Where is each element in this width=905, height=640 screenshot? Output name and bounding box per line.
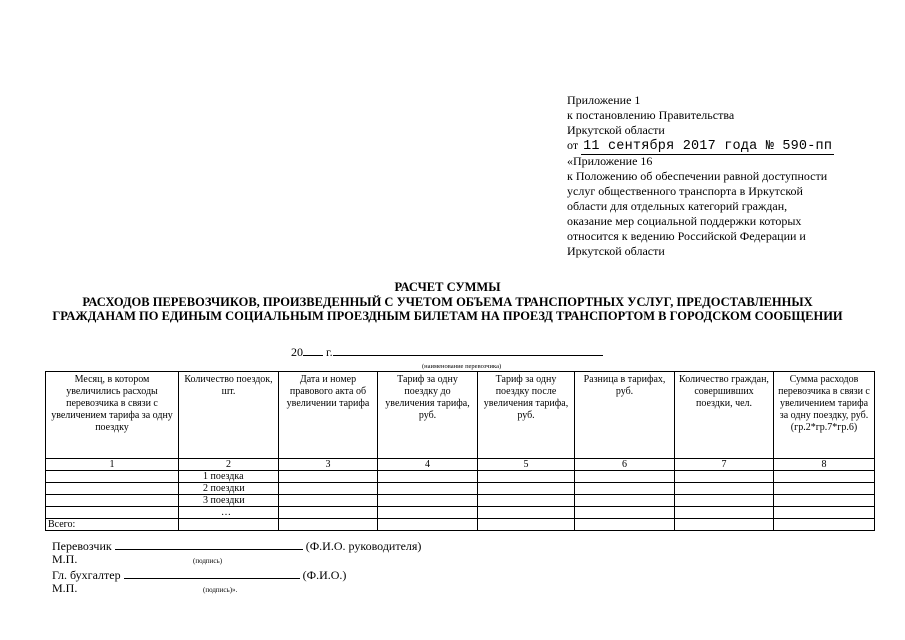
- table-cell[interactable]: [46, 471, 179, 483]
- table-cell[interactable]: [675, 495, 774, 507]
- header-cell: Количество поездок, шт.: [179, 372, 279, 459]
- appendix-line: к Положению об обеспечении равной доступности: [567, 169, 828, 183]
- table-cell[interactable]: [575, 507, 675, 519]
- carrier-name-blank[interactable]: [333, 355, 603, 356]
- table-cell[interactable]: [378, 519, 478, 531]
- carrier-name-caption: (Ф.И.О. руководителя): [305, 539, 422, 553]
- decree-date-number: 11 сентября 2017 года № 590-пп: [583, 139, 833, 154]
- table-cell[interactable]: [675, 507, 774, 519]
- total-row: [46, 519, 875, 531]
- column-number: 1: [46, 459, 179, 471]
- table-cell[interactable]: [179, 519, 279, 531]
- table-row: [46, 495, 875, 507]
- table-cell[interactable]: [675, 519, 774, 531]
- table-cell[interactable]: [774, 495, 875, 507]
- table-cell[interactable]: [279, 483, 378, 495]
- table-cell[interactable]: [575, 519, 675, 531]
- header-cell: Тариф за одну поездку до увеличения тарифа, руб.: [378, 372, 478, 459]
- carrier-caption: (наименование перевозчика): [422, 363, 502, 370]
- table-cell[interactable]: [378, 471, 478, 483]
- table-cell[interactable]: [774, 519, 875, 531]
- table-cell[interactable]: [774, 483, 875, 495]
- appendix-line: Иркутской области: [567, 244, 665, 258]
- decree-prefix: от: [567, 138, 579, 152]
- appendix-line: «Приложение 16: [567, 154, 653, 168]
- year-prefix: 20: [291, 345, 303, 359]
- signature-caption-1: (подпись): [193, 557, 223, 565]
- table-cell[interactable]: [675, 471, 774, 483]
- table-cell[interactable]: [378, 483, 478, 495]
- table-cell[interactable]: [279, 495, 378, 507]
- header-row: [46, 372, 875, 459]
- table-cell[interactable]: [478, 519, 575, 531]
- header-cell: Дата и номер правового акта об увеличении тарифа: [279, 372, 378, 459]
- carrier-signature-line: [52, 538, 421, 554]
- appendix-line: Иркутской области: [567, 123, 665, 137]
- table-cell[interactable]: [378, 507, 478, 519]
- table-cell[interactable]: [378, 495, 478, 507]
- header-cell: Количество граждан, совершивших поездки, чел.: [675, 372, 774, 459]
- table-cell[interactable]: [279, 519, 378, 531]
- year-carrier-line: [291, 345, 603, 360]
- column-number: 8: [774, 459, 875, 471]
- appendix-line: Приложение 1: [567, 93, 641, 107]
- accountant-signature-blank[interactable]: [124, 567, 300, 579]
- table-row: [46, 471, 875, 483]
- column-number: 6: [575, 459, 675, 471]
- stamp-place-1: М.П.: [52, 552, 78, 566]
- table-cell[interactable]: [279, 471, 378, 483]
- table-cell[interactable]: [575, 471, 675, 483]
- total-label: Всего:: [46, 519, 179, 531]
- column-number: 5: [478, 459, 575, 471]
- table-cell[interactable]: [46, 483, 179, 495]
- accountant-signature-line: [52, 567, 346, 583]
- table-cell[interactable]: [575, 483, 675, 495]
- trip-count-label: …: [179, 507, 279, 519]
- header-cell: Сумма расходов перевозчика в связи с увеличением тарифа за одну поездку, руб. (гр.2*гр.7*гр.6): [774, 372, 875, 459]
- stamp-place-2: М.П.: [52, 581, 78, 595]
- table-cell[interactable]: [575, 495, 675, 507]
- table-row: [46, 507, 875, 519]
- column-number: 4: [378, 459, 478, 471]
- column-number: 3: [279, 459, 378, 471]
- carrier-label: Перевозчик: [52, 539, 112, 553]
- appendix-line: области для отдельных категорий граждан,: [567, 199, 788, 213]
- table-cell[interactable]: [478, 495, 575, 507]
- table-cell[interactable]: [279, 507, 378, 519]
- carrier-signature-blank[interactable]: [115, 538, 303, 550]
- appendix-line: относится к ведению Российской Федерации и: [567, 229, 806, 243]
- year-blank[interactable]: [303, 355, 323, 356]
- trip-count-label: 2 поездки: [179, 483, 279, 495]
- header-cell: Тариф за одну поездку после увеличения тарифа, руб.: [478, 372, 575, 459]
- signature-caption-2: (подпись)».: [203, 586, 238, 594]
- accountant-label: Гл. бухгалтер: [52, 568, 121, 582]
- expense-table: [45, 371, 875, 531]
- appendix-line: услуг общественного транспорта в Иркутской: [567, 184, 803, 198]
- column-number: 2: [179, 459, 279, 471]
- document-title: [50, 280, 845, 324]
- trip-count-label: 3 поездки: [179, 495, 279, 507]
- column-number: 7: [675, 459, 774, 471]
- table-cell[interactable]: [46, 507, 179, 519]
- table-cell[interactable]: [478, 471, 575, 483]
- table-cell[interactable]: [46, 495, 179, 507]
- year-suffix: г.: [326, 345, 333, 359]
- table-row: [46, 483, 875, 495]
- table-cell[interactable]: [774, 507, 875, 519]
- appendix-header: [567, 93, 857, 259]
- appendix-line: оказание мер социальной поддержки которых: [567, 214, 802, 228]
- decree-line: [567, 138, 857, 154]
- table-cell[interactable]: [478, 483, 575, 495]
- header-cell: Месяц, в котором увеличились расходы перевозчика в связи с увеличением тарифа за одну поездку: [46, 372, 179, 459]
- accountant-name-caption: (Ф.И.О.): [302, 568, 347, 582]
- table-cell[interactable]: [774, 471, 875, 483]
- appendix-line: к постановлению Правительства: [567, 108, 735, 122]
- header-cell: Разница в тарифах, руб.: [575, 372, 675, 459]
- trip-count-label: 1 поездка: [179, 471, 279, 483]
- title-line-2: РАСХОДОВ ПЕРЕВОЗЧИКОВ, ПРОИЗВЕДЕННЫЙ С УЧЕТОМ ОБЪЕМА ТРАНСПОРТНЫХ УСЛУГ, ПРЕДОСТАВЛЕННЫХ ГРАЖДАНАМ ПО ЕДИНЫМ СОЦИАЛЬНЫМ ПРОЕЗДНЫМ БИЛЕТАМ НА ПРОЕЗД ТРАНСПОРТОМ В ГОРОДСКОМ СООБЩЕНИИ: [52, 294, 843, 323]
- table-cell[interactable]: [675, 483, 774, 495]
- column-number-row: [46, 459, 875, 471]
- table-cell[interactable]: [478, 507, 575, 519]
- title-line-1: РАСЧЕТ СУММЫ: [394, 280, 501, 294]
